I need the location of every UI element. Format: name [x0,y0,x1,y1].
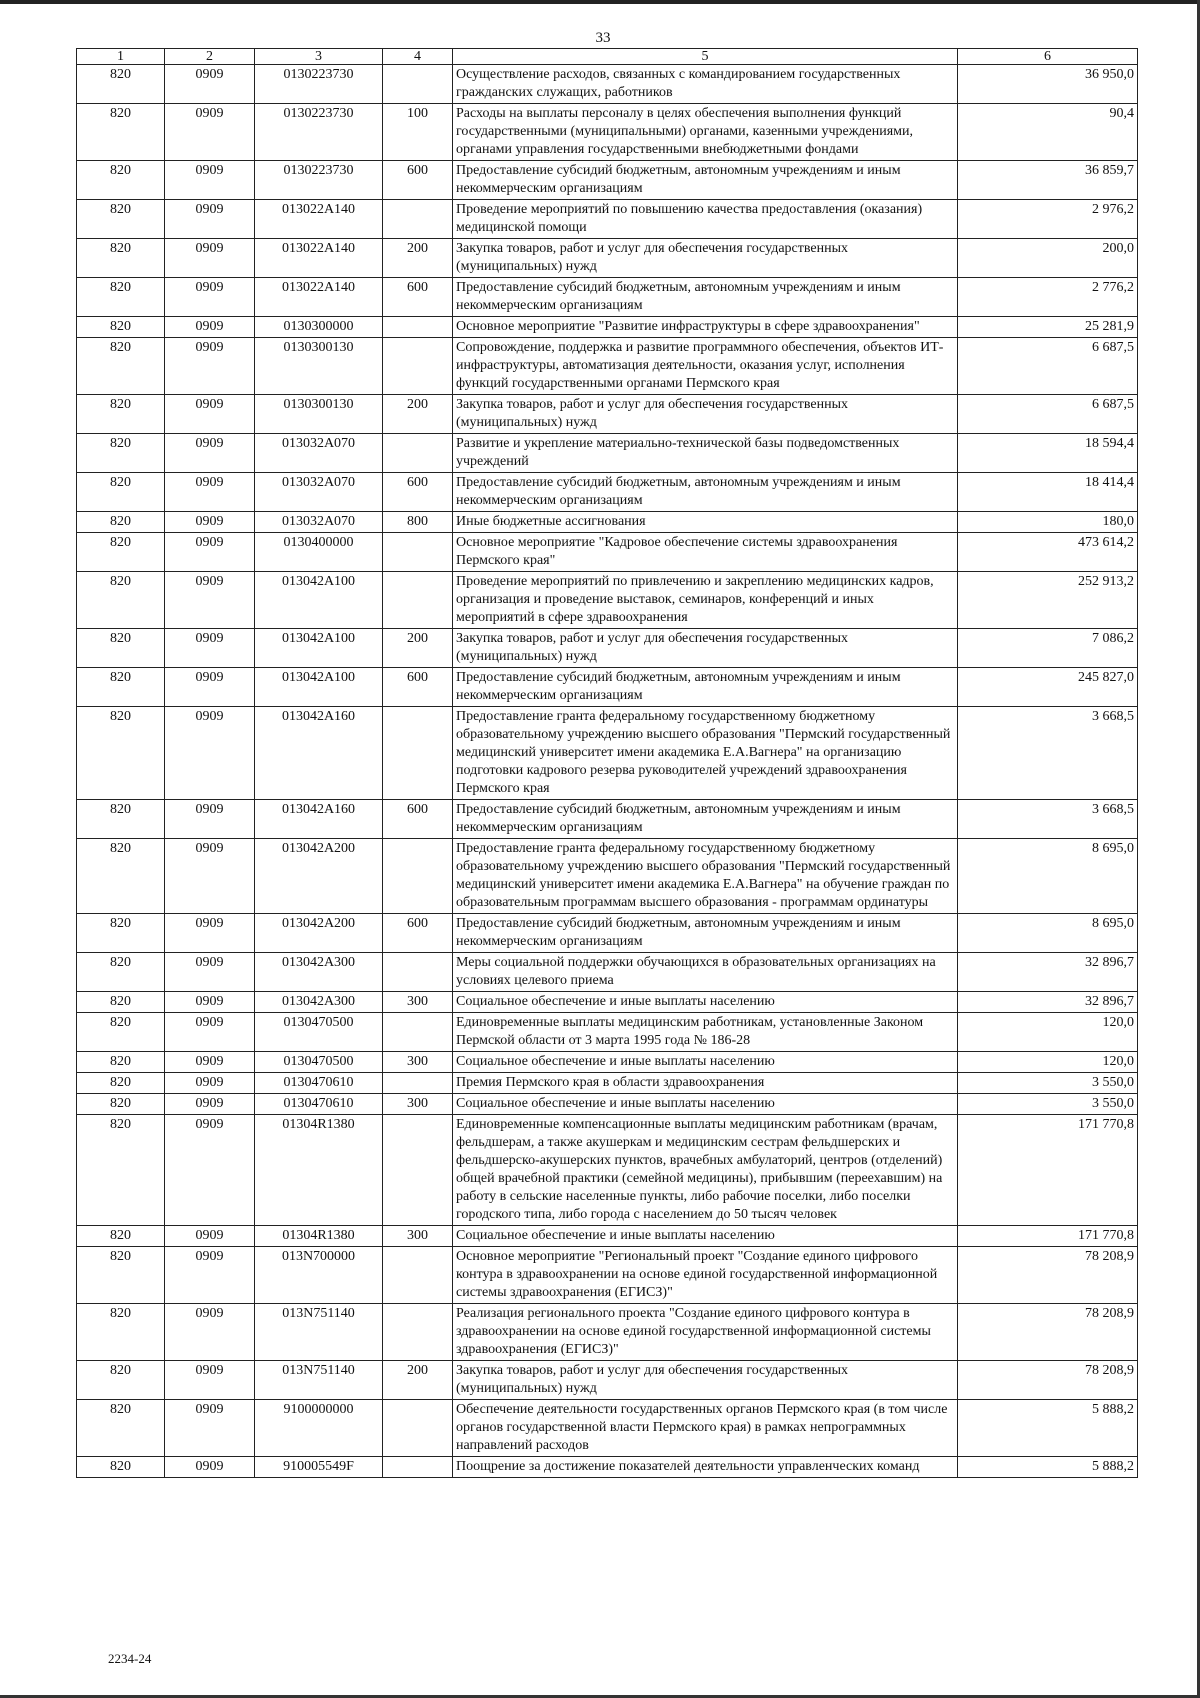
expense-type-cell: 800 [383,512,453,533]
scan-edge-top [0,0,1200,4]
amount-cell: 3 550,0 [958,1073,1138,1094]
amount-cell: 171 770,8 [958,1226,1138,1247]
expense-type-cell: 600 [383,800,453,839]
section-code-cell: 0909 [165,1115,255,1226]
section-code-cell: 0909 [165,434,255,473]
section-code-cell: 0909 [165,1073,255,1094]
target-item-code-cell: 013N751140 [255,1361,383,1400]
expense-type-cell [383,1400,453,1457]
admin-code-cell: 820 [77,992,165,1013]
expense-type-cell: 600 [383,473,453,512]
section-code-cell: 0909 [165,800,255,839]
section-code-cell: 0909 [165,200,255,239]
target-item-code-cell: 013032А070 [255,512,383,533]
table-row [77,239,1138,278]
table-row [77,839,1138,914]
section-code-cell: 0909 [165,1094,255,1115]
expense-type-cell: 600 [383,914,453,953]
section-code-cell: 0909 [165,1361,255,1400]
description-cell: Предоставление субсидий бюджетным, автономным учреждениям и иным некоммерческим организациям [453,161,958,200]
expense-type-cell: 300 [383,1052,453,1073]
section-code-cell: 0909 [165,1400,255,1457]
table-row [77,338,1138,395]
expense-type-cell: 600 [383,278,453,317]
table-row [77,1115,1138,1226]
expense-type-cell: 600 [383,161,453,200]
description-cell: Сопровождение, поддержка и развитие программного обеспечения, объектов ИТ-инфраструктуры, автоматизация деятельности, оказания услуг, исполнения функций государственными органами Пермского края [453,338,958,395]
amount-cell: 18 414,4 [958,473,1138,512]
amount-cell: 78 208,9 [958,1304,1138,1361]
target-item-code-cell: 013042А100 [255,572,383,629]
expense-type-cell [383,1247,453,1304]
expense-type-cell [383,338,453,395]
section-code-cell: 0909 [165,953,255,992]
amount-cell: 36 950,0 [958,65,1138,104]
target-item-code-cell: 013N700000 [255,1247,383,1304]
expense-type-cell: 600 [383,668,453,707]
table-row [77,1247,1138,1304]
target-item-code-cell: 01304R1380 [255,1115,383,1226]
table-row [77,668,1138,707]
target-item-code-cell: 013042А300 [255,992,383,1013]
column-header-3: 3 [255,49,383,65]
section-code-cell: 0909 [165,317,255,338]
admin-code-cell: 820 [77,473,165,512]
target-item-code-cell: 013042А200 [255,914,383,953]
amount-cell: 90,4 [958,104,1138,161]
budget-table [76,48,1138,1478]
footer-document-code: 2234-24 [108,1651,152,1666]
amount-cell: 36 859,7 [958,161,1138,200]
description-cell: Социальное обеспечение и иные выплаты населению [453,992,958,1013]
amount-cell: 5 888,2 [958,1457,1138,1478]
amount-cell: 180,0 [958,512,1138,533]
expense-type-cell: 200 [383,629,453,668]
description-cell: Обеспечение деятельности государственных органов Пермского края (в том числе органов государственной власти Пермского края) в рамках непрограммных направлений расходов [453,1400,958,1457]
section-code-cell: 0909 [165,1226,255,1247]
admin-code-cell: 820 [77,1457,165,1478]
target-item-code-cell: 013042А160 [255,800,383,839]
target-item-code-cell: 013032А070 [255,434,383,473]
section-code-cell: 0909 [165,1052,255,1073]
description-cell: Основное мероприятие "Региональный проект "Создание единого цифрового контура в здравоохранении на основе единой государственной информационной системы здравоохранения (ЕГИСЗ)" [453,1247,958,1304]
expense-type-cell: 300 [383,1226,453,1247]
admin-code-cell: 820 [77,1013,165,1052]
table-row [77,572,1138,629]
target-item-code-cell: 0130470610 [255,1094,383,1115]
table-row [77,1073,1138,1094]
section-code-cell: 0909 [165,707,255,800]
description-cell: Предоставление субсидий бюджетным, автономным учреждениям и иным некоммерческим организациям [453,668,958,707]
description-cell: Закупка товаров, работ и услуг для обеспечения государственных (муниципальных) нужд [453,629,958,668]
table-row [77,1400,1138,1457]
table-row [77,1457,1138,1478]
description-cell: Предоставление субсидий бюджетным, автономным учреждениям и иным некоммерческим организациям [453,278,958,317]
admin-code-cell: 820 [77,200,165,239]
section-code-cell: 0909 [165,1247,255,1304]
target-item-code-cell: 013042А100 [255,629,383,668]
table-row [77,953,1138,992]
column-header-6: 6 [958,49,1138,65]
section-code-cell: 0909 [165,914,255,953]
section-code-cell: 0909 [165,278,255,317]
amount-cell: 78 208,9 [958,1361,1138,1400]
target-item-code-cell: 013022А140 [255,239,383,278]
amount-cell: 171 770,8 [958,1115,1138,1226]
admin-code-cell: 820 [77,239,165,278]
table-row [77,1052,1138,1073]
target-item-code-cell: 0130300000 [255,317,383,338]
description-cell: Основное мероприятие "Развитие инфраструктуры в сфере здравоохранения" [453,317,958,338]
expense-type-cell: 200 [383,1361,453,1400]
admin-code-cell: 820 [77,65,165,104]
section-code-cell: 0909 [165,1457,255,1478]
amount-cell: 3 550,0 [958,1094,1138,1115]
admin-code-cell: 820 [77,800,165,839]
amount-cell: 120,0 [958,1052,1138,1073]
amount-cell: 7 086,2 [958,629,1138,668]
target-item-code-cell: 013022А140 [255,278,383,317]
admin-code-cell: 820 [77,1304,165,1361]
table-row [77,533,1138,572]
admin-code-cell: 820 [77,1052,165,1073]
section-code-cell: 0909 [165,239,255,278]
expense-type-cell [383,1013,453,1052]
admin-code-cell: 820 [77,953,165,992]
section-code-cell: 0909 [165,473,255,512]
admin-code-cell: 820 [77,434,165,473]
section-code-cell: 0909 [165,104,255,161]
table-row [77,473,1138,512]
admin-code-cell: 820 [77,1073,165,1094]
table-row [77,65,1138,104]
admin-code-cell: 820 [77,914,165,953]
admin-code-cell: 820 [77,317,165,338]
table-row [77,1304,1138,1361]
amount-cell: 8 695,0 [958,914,1138,953]
table-row [77,992,1138,1013]
table-row [77,914,1138,953]
amount-cell: 32 896,7 [958,992,1138,1013]
description-cell: Премия Пермского края в области здравоохранения [453,1073,958,1094]
amount-cell: 32 896,7 [958,953,1138,992]
amount-cell: 78 208,9 [958,1247,1138,1304]
admin-code-cell: 820 [77,1094,165,1115]
description-cell: Предоставление субсидий бюджетным, автономным учреждениям и иным некоммерческим организациям [453,914,958,953]
amount-cell: 3 668,5 [958,800,1138,839]
target-item-code-cell: 0130300130 [255,338,383,395]
table-row [77,104,1138,161]
target-item-code-cell: 0130223730 [255,104,383,161]
page-number: 33 [595,30,611,46]
description-cell: Проведение мероприятий по привлечению и закреплению медицинских кадров, организация и проведение выставок, семинаров, конференций и иных мероприятий в сфере здравоохранения [453,572,958,629]
admin-code-cell: 820 [77,572,165,629]
admin-code-cell: 820 [77,533,165,572]
description-cell: Проведение мероприятий по повышению качества предоставления (оказания) медицинской помощи [453,200,958,239]
section-code-cell: 0909 [165,668,255,707]
amount-cell: 6 687,5 [958,395,1138,434]
description-cell: Реализация регионального проекта "Создание единого цифрового контура в здравоохранении на основе единой государственной информационной системы здравоохранения (ЕГИСЗ)" [453,1304,958,1361]
admin-code-cell: 820 [77,338,165,395]
target-item-code-cell: 013N751140 [255,1304,383,1361]
admin-code-cell: 820 [77,629,165,668]
target-item-code-cell: 0130470610 [255,1073,383,1094]
column-header-2: 2 [165,49,255,65]
amount-cell: 5 888,2 [958,1400,1138,1457]
amount-cell: 25 281,9 [958,317,1138,338]
description-cell: Социальное обеспечение и иные выплаты населению [453,1226,958,1247]
amount-cell: 3 668,5 [958,707,1138,800]
target-item-code-cell: 013042А100 [255,668,383,707]
expense-type-cell [383,1304,453,1361]
expense-type-cell [383,200,453,239]
description-cell: Основное мероприятие "Кадровое обеспечение системы здравоохранения Пермского края" [453,533,958,572]
target-item-code-cell: 013042А160 [255,707,383,800]
description-cell: Меры социальной поддержки обучающихся в образовательных организациях на условиях целевого приема [453,953,958,992]
admin-code-cell: 820 [77,1400,165,1457]
amount-cell: 8 695,0 [958,839,1138,914]
table-row [77,512,1138,533]
amount-cell: 120,0 [958,1013,1138,1052]
description-cell: Предоставление гранта федеральному государственному бюджетному образовательному учреждению высшего образования "Пермский государственный медицинский университет имени академика Е.А.Вагнера" на организацию подготовки кадрового резерва руководителей учреждений здравоохранения Пермского края [453,707,958,800]
target-item-code-cell: 0130470500 [255,1013,383,1052]
admin-code-cell: 820 [77,839,165,914]
description-cell: Предоставление гранта федеральному государственному бюджетному образовательному учреждению высшего образования "Пермский государственный медицинский университет имени академика Е.А.Вагнера" на обучение граждан по образовательным программам высшего образования - программам ординатуры [453,839,958,914]
target-item-code-cell: 9100000000 [255,1400,383,1457]
table-row [77,707,1138,800]
expense-type-cell: 300 [383,1094,453,1115]
target-item-code-cell: 0130400000 [255,533,383,572]
target-item-code-cell: 013022А140 [255,200,383,239]
target-item-code-cell: 0130470500 [255,1052,383,1073]
expense-type-cell: 300 [383,992,453,1013]
table-row [77,200,1138,239]
column-header-1: 1 [77,49,165,65]
expense-type-cell [383,434,453,473]
target-item-code-cell: 01304R1380 [255,1226,383,1247]
target-item-code-cell: 013042А300 [255,953,383,992]
header-row [77,49,1138,65]
table-row [77,395,1138,434]
description-cell: Закупка товаров, работ и услуг для обеспечения государственных (муниципальных) нужд [453,239,958,278]
amount-cell: 473 614,2 [958,533,1138,572]
expense-type-cell: 200 [383,395,453,434]
amount-cell: 200,0 [958,239,1138,278]
section-code-cell: 0909 [165,1013,255,1052]
table-row [77,278,1138,317]
admin-code-cell: 820 [77,1226,165,1247]
section-code-cell: 0909 [165,1304,255,1361]
section-code-cell: 0909 [165,65,255,104]
description-cell: Единовременные выплаты медицинским работникам, установленные Законом Пермской области от 3 марта 1995 года № 186-28 [453,1013,958,1052]
table-row [77,1361,1138,1400]
column-header-4: 4 [383,49,453,65]
expense-type-cell [383,707,453,800]
amount-cell: 18 594,4 [958,434,1138,473]
expense-type-cell [383,572,453,629]
table-row [77,161,1138,200]
expense-type-cell [383,953,453,992]
admin-code-cell: 820 [77,512,165,533]
table-row [77,434,1138,473]
section-code-cell: 0909 [165,629,255,668]
description-cell: Расходы на выплаты персоналу в целях обеспечения выполнения функций государственными (муниципальными) органами, казенными учреждениями, органами управления государственными внебюджетными фондами [453,104,958,161]
expense-type-cell: 100 [383,104,453,161]
admin-code-cell: 820 [77,161,165,200]
target-item-code-cell: 910005549F [255,1457,383,1478]
description-cell: Осуществление расходов, связанных с командированием государственных гражданских служащих, работников [453,65,958,104]
table-header [77,49,1138,65]
table-row [77,629,1138,668]
amount-cell: 2 776,2 [958,278,1138,317]
section-code-cell: 0909 [165,338,255,395]
target-item-code-cell: 0130300130 [255,395,383,434]
expense-type-cell [383,839,453,914]
description-cell: Закупка товаров, работ и услуг для обеспечения государственных (муниципальных) нужд [453,395,958,434]
amount-cell: 252 913,2 [958,572,1138,629]
section-code-cell: 0909 [165,839,255,914]
expense-type-cell [383,1115,453,1226]
table-row [77,1094,1138,1115]
target-item-code-cell: 0130223730 [255,65,383,104]
admin-code-cell: 820 [77,395,165,434]
expense-type-cell: 200 [383,239,453,278]
target-item-code-cell: 0130223730 [255,161,383,200]
admin-code-cell: 820 [77,1115,165,1226]
target-item-code-cell: 013032А070 [255,473,383,512]
description-cell: Поощрение за достижение показателей деятельности управленческих команд [453,1457,958,1478]
amount-cell: 245 827,0 [958,668,1138,707]
section-code-cell: 0909 [165,992,255,1013]
description-cell: Иные бюджетные ассигнования [453,512,958,533]
description-cell: Предоставление субсидий бюджетным, автономным учреждениям и иным некоммерческим организациям [453,473,958,512]
section-code-cell: 0909 [165,512,255,533]
table-row [77,317,1138,338]
column-header-5: 5 [453,49,958,65]
description-cell: Предоставление субсидий бюджетным, автономным учреждениям и иным некоммерческим организациям [453,800,958,839]
admin-code-cell: 820 [77,1361,165,1400]
amount-cell: 6 687,5 [958,338,1138,395]
expense-type-cell [383,65,453,104]
description-cell: Социальное обеспечение и иные выплаты населению [453,1052,958,1073]
description-cell: Развитие и укрепление материально-технической базы подведомственных учреждений [453,434,958,473]
section-code-cell: 0909 [165,572,255,629]
expense-type-cell [383,1457,453,1478]
table-row [77,1013,1138,1052]
expense-type-cell [383,317,453,338]
description-cell: Единовременные компенсационные выплаты медицинским работникам (врачам, фельдшерам, а также акушеркам и медицинским сестрам фельдшерских и фельдшерско-акушерских пунктов, врачебных амбулаторий, центров (отделений) общей врачебной практики (семейной медицины), прибывшим (переехавшим) на работу в сельские населенные пункты, либо рабочие поселки, либо поселки городского типа, либо города с населением до 50 тысяч человек [453,1115,958,1226]
admin-code-cell: 820 [77,668,165,707]
section-code-cell: 0909 [165,395,255,434]
admin-code-cell: 820 [77,707,165,800]
table-row [77,800,1138,839]
admin-code-cell: 820 [77,1247,165,1304]
expense-type-cell [383,533,453,572]
section-code-cell: 0909 [165,161,255,200]
description-cell: Закупка товаров, работ и услуг для обеспечения государственных (муниципальных) нужд [453,1361,958,1400]
admin-code-cell: 820 [77,104,165,161]
target-item-code-cell: 013042А200 [255,839,383,914]
amount-cell: 2 976,2 [958,200,1138,239]
table-row [77,1226,1138,1247]
description-cell: Социальное обеспечение и иные выплаты населению [453,1094,958,1115]
expense-type-cell [383,1073,453,1094]
table-body [77,65,1138,1478]
admin-code-cell: 820 [77,278,165,317]
section-code-cell: 0909 [165,533,255,572]
